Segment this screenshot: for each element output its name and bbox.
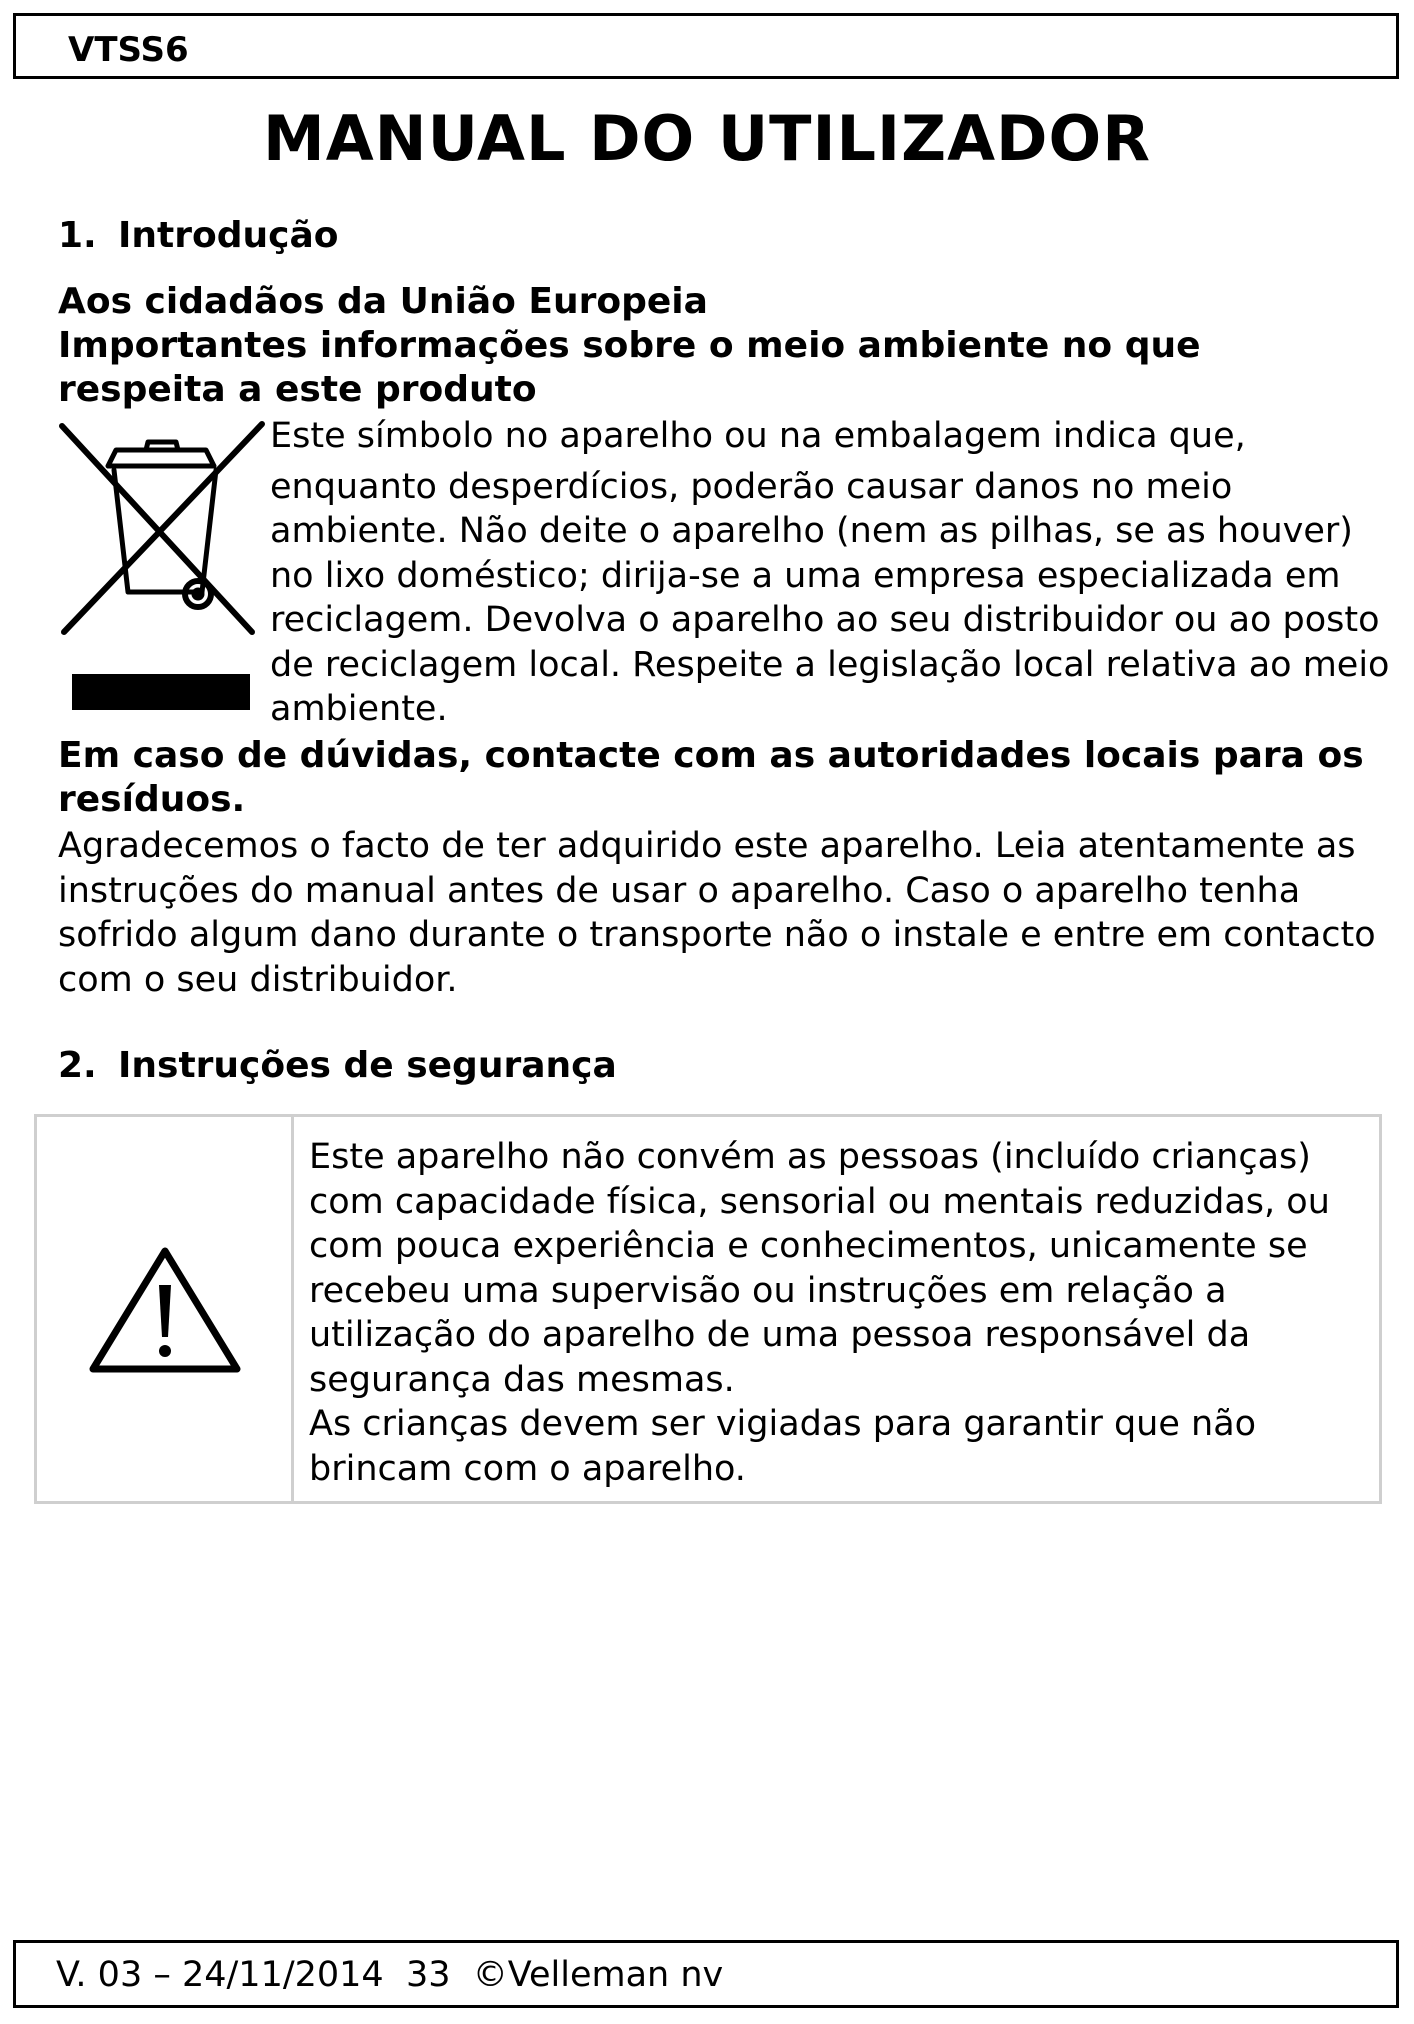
weee-bar bbox=[72, 674, 250, 710]
section-title: Instruções de segurança bbox=[118, 1045, 617, 1086]
recycling-notice-first-line: Este símbolo no aparelho ou na embalagem indica que, bbox=[270, 416, 1246, 456]
model-number: VTSS6 bbox=[68, 30, 189, 70]
recycling-notice-body: enquanto desperdícios, poderão causar danos no meio ambiente. Não deite o aparelho (nem as pilhas, se as houver) no lixo doméstico; dirija-se a uma empresa especializada em reciclagem. Devolva o aparelho ao seu distribuidor ou ao posto de reciclagem local. Respeite a legislação local relativa ao meio ambiente. bbox=[270, 466, 1390, 729]
safety-warning-paragraph: Este aparelho não convém as pessoas (incluído crianças) com capacidade física, sensorial ou mentais reduzidas, ou com pouca experiência e conhecimentos, unicamente se recebeu uma supervisão ou instruções em relação a utilização do aparelho de uma pessoa responsável da segurança das mesmas. bbox=[309, 1137, 1330, 1400]
crossed-out-wheelie-bin-icon bbox=[56, 420, 268, 650]
table-divider bbox=[291, 1117, 294, 1501]
section-heading-introduction bbox=[58, 214, 338, 258]
children-supervision-paragraph: As crianças devem ser vigiadas para garantir que não brincam com o aparelho. bbox=[309, 1404, 1257, 1489]
eu-citizens-heading: Aos cidadãos da União Europeia bbox=[58, 281, 708, 322]
safety-text bbox=[309, 1135, 1369, 1491]
footer-text: V. 03 – 24/11/2014 33 ©Velleman nv bbox=[56, 1955, 724, 1995]
header-box bbox=[13, 13, 1399, 79]
warning-triangle-icon bbox=[89, 1245, 241, 1373]
doubt-notice: Em caso de dúvidas, contacte com as autoridades locais para os resíduos. bbox=[58, 735, 1364, 820]
safety-table bbox=[34, 1114, 1382, 1504]
recycling-notice bbox=[270, 414, 1390, 732]
section-title: Introdução bbox=[118, 215, 339, 256]
section-number: 1. bbox=[58, 215, 97, 256]
page-title: MANUAL DO UTILIZADOR bbox=[263, 102, 1151, 175]
section-number: 2. bbox=[58, 1045, 97, 1086]
section-heading-safety bbox=[58, 1044, 617, 1088]
environment-info-heading: Importantes informações sobre o meio ambiente no que respeita a este produto bbox=[58, 325, 1201, 410]
thanks-paragraph: Agradecemos o facto de ter adquirido este aparelho. Leia atentamente as instruções do manual antes de usar o aparelho. Caso o aparelho tenha sofrido algum dano durante o transporte não o instale e entre em contacto com o seu distribuidor. bbox=[58, 826, 1376, 1000]
